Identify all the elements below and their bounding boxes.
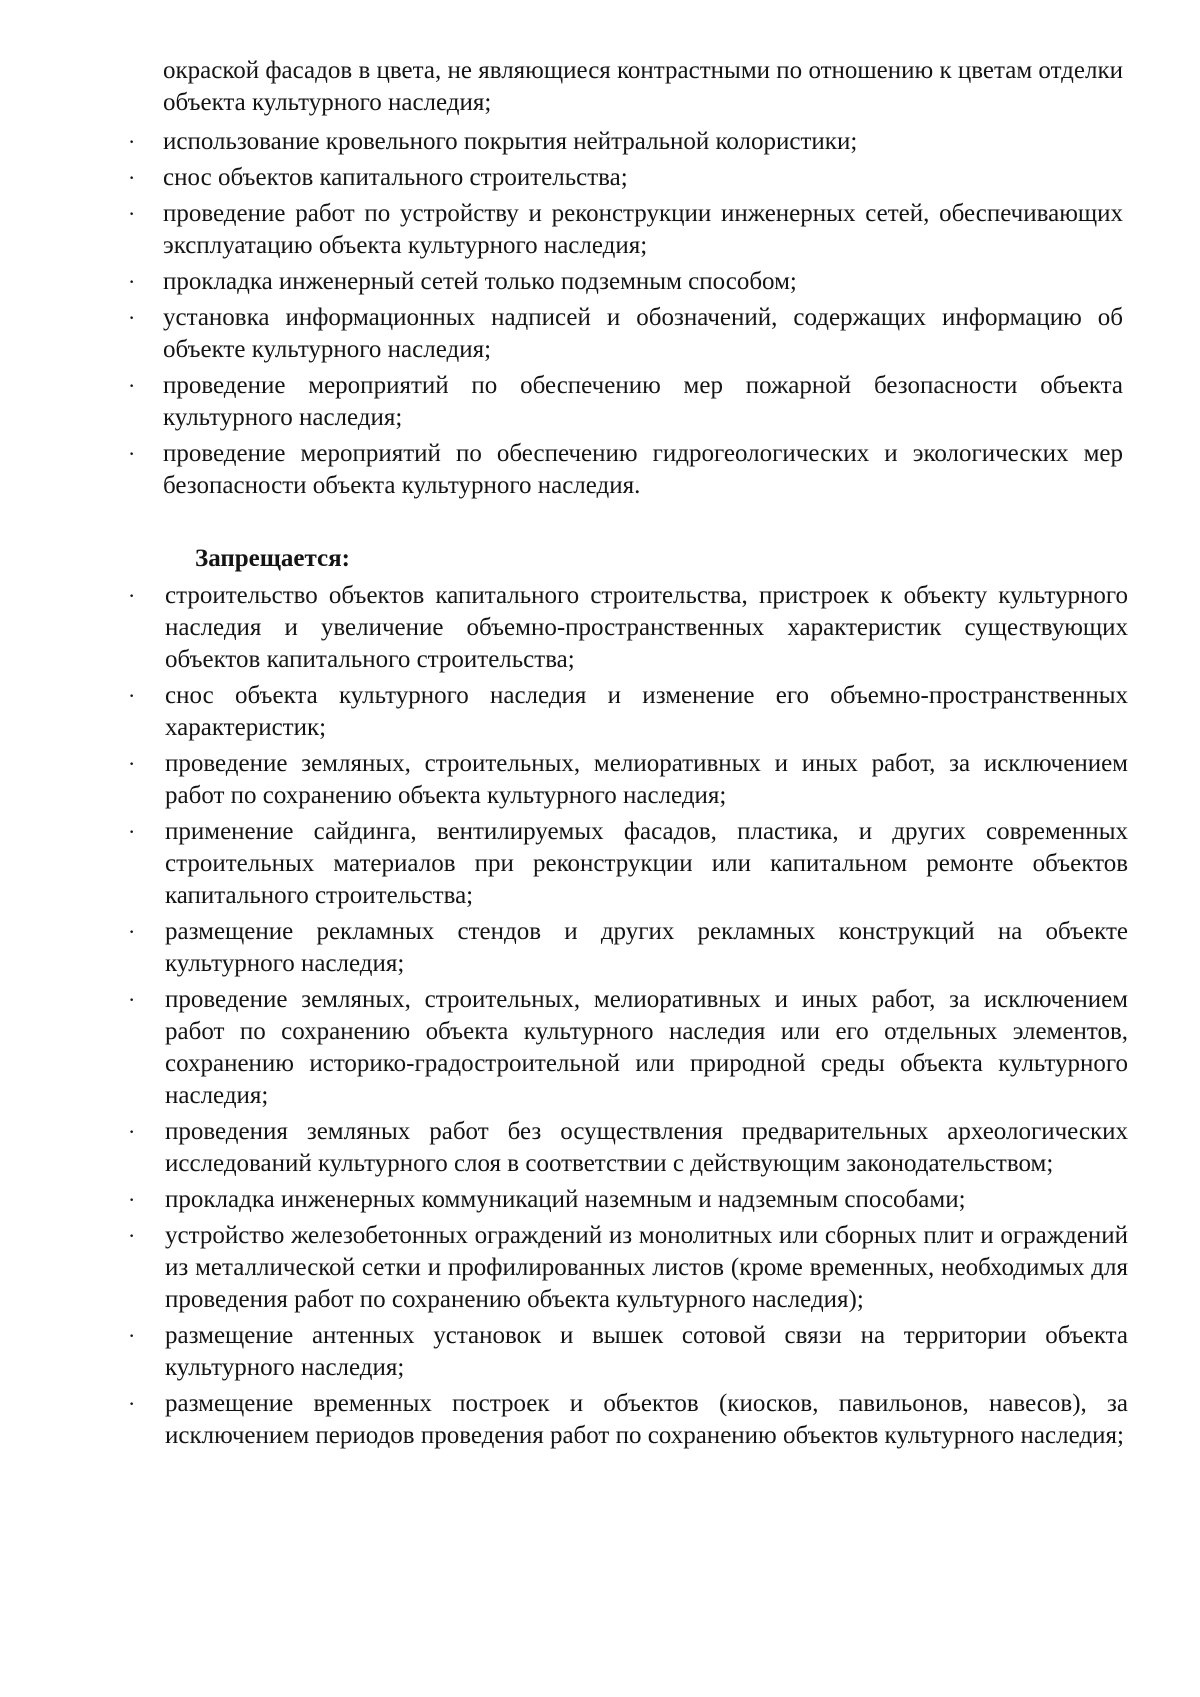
list-item-text: прокладка инженерных коммуникаций наземным и надземным способами; [165, 1186, 966, 1213]
bullet-icon: · [128, 441, 136, 466]
bullet-icon: · [128, 987, 136, 1012]
list-item [128, 816, 1128, 912]
list-item [128, 680, 1128, 744]
list-item-text: снос объектов капитального строительства; [163, 164, 628, 191]
list-item [128, 162, 1123, 194]
list-item-text: проведение работ по устройству и реконструкции инженерных сетей, обеспечивающих эксплуатацию объекта культурного наследия; [163, 200, 1123, 259]
list-item-text: проведение земляных, строительных, мелиоративных и иных работ, за исключением работ по сохранению объекта культурного наследия или его отдельных элементов, сохранению историко-градостроительной или природной среды объекта культурного наследия; [165, 986, 1128, 1109]
list-item-text: прокладка инженерный сетей только подземным способом; [163, 268, 797, 295]
list-item [128, 302, 1123, 366]
bullet-icon: · [128, 1323, 136, 1348]
list-item-text: размещение рекламных стендов и других рекламных конструкций на объекте культурного наследия; [165, 918, 1128, 977]
continuation-paragraph: окраской фасадов в цвета, не являющиеся контрастными по отношению к цветам отделки объекта культурного наследия; [163, 57, 1123, 116]
list-item [128, 580, 1128, 676]
bullet-icon: · [128, 583, 136, 608]
list-item-text: применение сайдинга, вентилируемых фасадов, пластика, и других современных строительных материалов при реконструкции или капитальном ремонте объектов капитального строительства; [165, 818, 1128, 909]
list-item [128, 266, 1123, 298]
list-item [128, 1220, 1128, 1316]
list-item-text: использование кровельного покрытия нейтральной колористики; [163, 128, 858, 155]
list-item [128, 438, 1123, 502]
list-item [128, 126, 1123, 158]
list-item-text: проведения земляных работ без осуществления предварительных археологических исследований культурного слоя в соответствии с действующим законодательством; [165, 1118, 1128, 1177]
list-item [128, 1320, 1128, 1384]
bullet-icon: · [128, 1187, 136, 1212]
bullet-icon: · [128, 201, 136, 226]
list-item [128, 370, 1123, 434]
list-item [128, 1116, 1128, 1180]
prohibited-heading: Запрещается: [195, 545, 351, 572]
list-item [128, 1184, 1128, 1216]
permitted-list [128, 126, 1123, 506]
bullet-icon: · [128, 1119, 136, 1144]
bullet-icon: · [128, 165, 136, 190]
list-item [128, 748, 1128, 812]
list-item-text: снос объекта культурного наследия и изменение его объемно-пространственных характеристик; [165, 682, 1128, 741]
bullet-icon: · [128, 919, 136, 944]
list-item-text: размещение временных построек и объектов (киосков, павильонов, навесов), за исключением периодов проведения работ по сохранению объектов культурного наследия; [165, 1390, 1128, 1449]
list-item [128, 198, 1123, 262]
bullet-icon: · [128, 129, 136, 154]
list-item [128, 1388, 1128, 1452]
list-item-text: установка информационных надписей и обозначений, содержащих информацию об объекте культурного наследия; [163, 304, 1123, 363]
bullet-icon: · [128, 1223, 136, 1248]
bullet-icon: · [128, 373, 136, 398]
list-item-text: устройство железобетонных ограждений из монолитных или сборных плит и ограждений из металлической сетки и профилированных листов (кроме временных, необходимых для проведения работ по сохранению объекта культурного наследия); [165, 1222, 1128, 1313]
list-item-text: проведение мероприятий по обеспечению гидрогеологических и экологических мер безопасности объекта культурного наследия. [163, 440, 1123, 499]
bullet-icon: · [128, 1391, 136, 1416]
list-item [128, 916, 1128, 980]
list-item [128, 984, 1128, 1112]
list-item-text: размещение антенных установок и вышек сотовой связи на территории объекта культурного наследия; [165, 1322, 1128, 1381]
bullet-icon: · [128, 819, 136, 844]
prohibited-list [128, 580, 1128, 1456]
list-item-text: проведение мероприятий по обеспечению мер пожарной безопасности объекта культурного наследия; [163, 372, 1123, 431]
bullet-icon: · [128, 269, 136, 294]
bullet-icon: · [128, 305, 136, 330]
bullet-icon: · [128, 683, 136, 708]
bullet-icon: · [128, 751, 136, 776]
list-item-text: проведение земляных, строительных, мелиоративных и иных работ, за исключением работ по сохранению объекта культурного наследия; [165, 750, 1128, 809]
list-item-text: строительство объектов капитального строительства, пристроек к объекту культурного наследия и увеличение объемно-пространственных характеристик существующих объектов капитального строительства; [165, 582, 1128, 673]
